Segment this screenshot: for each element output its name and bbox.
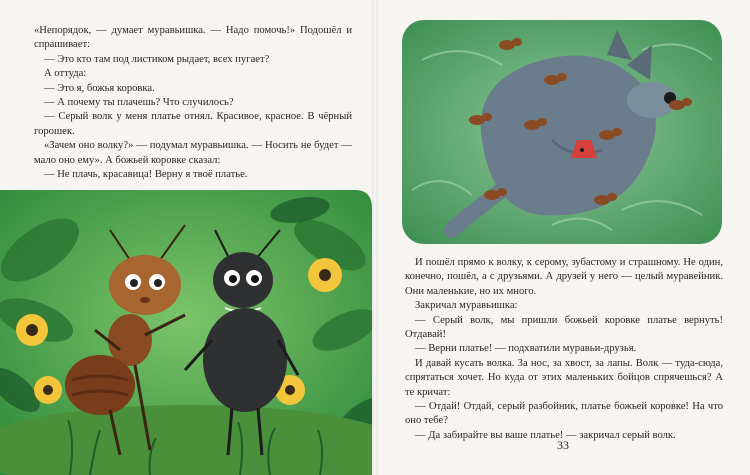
illustration-ant-and-ladybug xyxy=(0,190,372,475)
page-number: 33 xyxy=(557,438,569,452)
paragraph: — Не плачь, красавица! Верну я твоё платье. xyxy=(44,169,248,181)
paragraph: И пошёл прямо к волку, к серому, зубастому и страшному. Не один, конечно, пошёл, а с друзьями. А друзей у него — целый муравейник. Они маленькие, но их много. xyxy=(405,257,723,297)
paragraph: — Отдай! Отдай, серый разбойник, платье божьей коровке! На что оно тебе? xyxy=(405,401,723,427)
illustration-wolf-and-ants xyxy=(402,20,722,244)
paragraph: — Серый волк, мы пришли божьей коровке платье вернуть! Отдавай! xyxy=(405,314,723,341)
paragraph: — Верни платье! — подхватили муравьи-друзья. xyxy=(415,343,637,355)
paragraph: — А почему ты плачешь? Что случилось? xyxy=(44,97,234,109)
paragraph: А оттуда: xyxy=(44,68,87,80)
right-page-text xyxy=(405,256,723,443)
paragraph: Закричал муравьишка: xyxy=(415,300,518,312)
paragraph: «Непорядок, — думает муравьишка. — Надо помочь!» Подошёл и спрашивает: xyxy=(34,25,352,51)
paragraph: — Это я, божья коровка. xyxy=(44,82,155,94)
left-page-text xyxy=(34,24,352,182)
paragraph: — Серый волк у меня платье отнял. Красивое, красное. В чёрный горошек. xyxy=(34,111,352,137)
paragraph: «Зачем оно волку?» — подумал муравьишка. — Носить не будет — мало оно ему». А божьей коровке сказал: xyxy=(34,140,352,166)
paragraph: И давай кусать волка. За нос, за хвост, за лапы. Волк — туда-сюда, спрятаться хочет. Но куда от этих маленьких бойцов спрячешься? А те кричат: xyxy=(405,357,723,398)
paragraph: — Да забирайте вы ваше платье! — закричал серый волк. xyxy=(415,429,676,441)
paragraph: — Это кто там под листиком рыдает, всех пугает? xyxy=(44,53,270,65)
